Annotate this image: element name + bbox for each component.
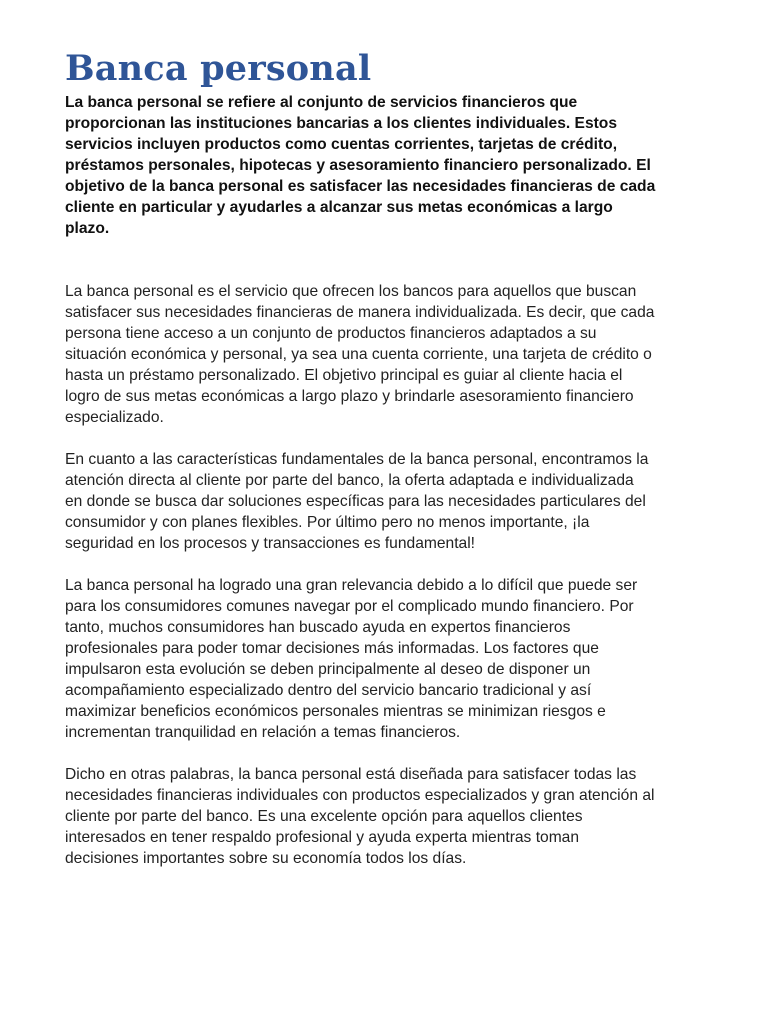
body-paragraph-4: Dicho en otras palabras, la banca personal está diseñada para satisfacer todas las necesidades financieras individuales con productos especializados y gran atención al cliente por parte del banco. Es una excelente opción para aquellos clientes interesados en tener respaldo profesional y ayuda experta mientras toman decisiones importantes sobre su economía todos los días. bbox=[65, 766, 655, 867]
document-page bbox=[65, 48, 665, 869]
document-title: Banca personal bbox=[65, 48, 372, 89]
body-paragraph-1: La banca personal es el servicio que ofrecen los bancos para aquellos que buscan satisfacer sus necesidades financieras de manera individualizada. Es decir, que cada persona tiene acceso a un conjunto de productos financieros adaptados a su situación económica y personal, ya sea una cuenta corriente, una tarjeta de crédito o hasta un préstamo personalizado. El objetivo principal es guiar al cliente hacia el logro de sus metas económicas a largo plazo y brindarle asesoramiento financiero especializado. bbox=[65, 283, 655, 426]
lead-paragraph: La banca personal se refiere al conjunto de servicios financieros que proporcionan las instituciones bancarias a los clientes individuales. Estos servicios incluyen productos como cuentas corrientes, tarjetas de crédito, préstamos personales, hipotecas y asesoramiento financiero personalizado. El objetivo de la banca personal es satisfacer las necesidades financieras de cada cliente en particular y ayudarles a alcanzar sus metas económicas a largo plazo. bbox=[65, 94, 656, 237]
body-paragraph-3: La banca personal ha logrado una gran relevancia debido a lo difícil que puede ser para los consumidores comunes navegar por el complicado mundo financiero. Por tanto, muchos consumidores han buscado ayuda en expertos financieros profesionales para poder tomar decisiones más informadas. Los factores que impulsaron esta evolución se deben principalmente al deseo de disponer un acompañamiento especializado dentro del servicio bancario tradicional y así maximizar beneficios económicos personales mientras se minimizan riesgos e incrementan tranquilidad en relación a temas financieros. bbox=[65, 577, 638, 741]
body-paragraph-2: En cuanto a las características fundamentales de la banca personal, encontramos la atención directa al cliente por parte del banco, la oferta adaptada e individualizada en donde se busca dar soluciones específicas para las necesidades particulares del consumidor y con planes flexibles. Por último pero no menos importante, ¡la seguridad en los procesos y transacciones es fundamental! bbox=[65, 451, 649, 552]
